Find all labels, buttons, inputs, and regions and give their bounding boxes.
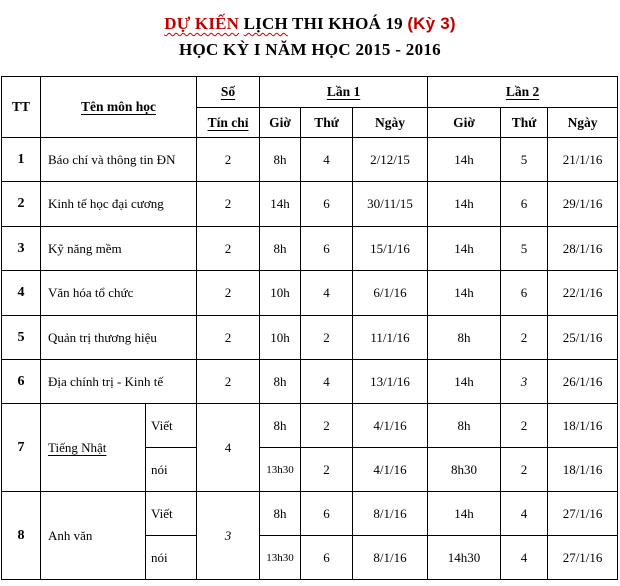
- header-l1-thu: Thứ: [301, 108, 353, 138]
- l1-time: 8h: [260, 227, 301, 271]
- l2-weekday: 2: [501, 404, 548, 448]
- l2-date: 27/1/16: [548, 492, 618, 536]
- l1-weekday: 4: [301, 271, 353, 316]
- l1-time: 8h: [260, 404, 301, 448]
- row-number: 2: [2, 182, 41, 227]
- l2-weekday: 5: [501, 227, 548, 271]
- table-row: [2, 492, 618, 536]
- l2-date: 21/1/16: [548, 138, 618, 182]
- header-tin-chi: Tín chỉ: [197, 108, 260, 138]
- l2-date: 28/1/16: [548, 227, 618, 271]
- header-l2-thu: Thứ: [501, 108, 548, 138]
- l1-date: 6/1/16: [353, 271, 428, 316]
- subject-name: Kỹ năng mềm: [41, 227, 197, 271]
- l2-weekday: 6: [501, 271, 548, 316]
- subject-name: Địa chính trị - Kinh tế: [41, 360, 197, 404]
- header-row-1: [2, 77, 618, 108]
- l2-date: 26/1/16: [548, 360, 618, 404]
- l1-time: 8h: [260, 492, 301, 536]
- l1-date: 2/12/15: [353, 138, 428, 182]
- l1-time: 10h: [260, 316, 301, 360]
- l2-time: 14h: [428, 271, 501, 316]
- l2-time: 8h30: [428, 448, 501, 492]
- l2-date: 22/1/16: [548, 271, 618, 316]
- table-row: [2, 360, 618, 404]
- l2-weekday: 4: [501, 536, 548, 580]
- l1-date: 30/11/15: [353, 182, 428, 227]
- credits: 2: [197, 316, 260, 360]
- subject-name: Anh văn: [41, 492, 146, 580]
- l2-time: 14h: [428, 492, 501, 536]
- l2-weekday: 4: [501, 492, 548, 536]
- l2-time: 8h: [428, 404, 501, 448]
- l2-date: 27/1/16: [548, 536, 618, 580]
- credits: 3: [197, 492, 260, 580]
- l2-time: 14h: [428, 360, 501, 404]
- exam-part: nói: [146, 448, 197, 492]
- l1-date: 8/1/16: [353, 536, 428, 580]
- credits: 2: [197, 182, 260, 227]
- l2-time: 14h: [428, 138, 501, 182]
- schedule-title: [0, 14, 620, 34]
- l1-time: 8h: [260, 360, 301, 404]
- l1-date: 8/1/16: [353, 492, 428, 536]
- l1-weekday: 6: [301, 536, 353, 580]
- header-l1-gio: Giờ: [260, 108, 301, 138]
- l1-date: 11/1/16: [353, 316, 428, 360]
- title-part-ky: (Kỳ 3): [407, 14, 456, 33]
- table-row: [2, 316, 618, 360]
- header-l2-gio: Giờ: [428, 108, 501, 138]
- row-number: 8: [2, 492, 41, 580]
- l2-weekday: 2: [501, 448, 548, 492]
- l2-date: 25/1/16: [548, 316, 618, 360]
- header-lan1: Lần 1: [260, 77, 428, 108]
- l2-time: 14h: [428, 227, 501, 271]
- title-part-lich: LỊCH: [243, 14, 288, 33]
- exam-part: Viết: [146, 404, 197, 448]
- title-part-du-kien: DỰ KIẾN: [164, 14, 240, 33]
- credits: 2: [197, 138, 260, 182]
- table-row: [2, 271, 618, 316]
- row-number: 5: [2, 316, 41, 360]
- l1-date: 15/1/16: [353, 227, 428, 271]
- l1-time: 8h: [260, 138, 301, 182]
- subject-name: Tiếng Nhật: [41, 404, 146, 492]
- l2-date: 29/1/16: [548, 182, 618, 227]
- l1-time: 13h30: [260, 448, 301, 492]
- header-l1-ngay: Ngày: [353, 108, 428, 138]
- exam-part: Viết: [146, 492, 197, 536]
- l1-weekday: 2: [301, 404, 353, 448]
- exam-schedule-table: [1, 76, 618, 580]
- header-lan2: Lần 2: [428, 77, 618, 108]
- l1-weekday: 6: [301, 227, 353, 271]
- subject-name: Kinh tế học đại cương: [41, 182, 197, 227]
- l2-time: 14h: [428, 182, 501, 227]
- row-number: 3: [2, 227, 41, 271]
- l1-time: 13h30: [260, 536, 301, 580]
- l2-time: 8h: [428, 316, 501, 360]
- l1-weekday: 2: [301, 448, 353, 492]
- exam-part: nói: [146, 536, 197, 580]
- l2-weekday: 5: [501, 138, 548, 182]
- table-row: [2, 404, 618, 448]
- header-subject: Tên môn học: [41, 77, 197, 138]
- l2-date: 18/1/16: [548, 448, 618, 492]
- subject-name: Quản trị thương hiệu: [41, 316, 197, 360]
- header-tt: TT: [2, 77, 41, 138]
- l2-weekday: 2: [501, 316, 548, 360]
- credits: 2: [197, 360, 260, 404]
- l1-date: 4/1/16: [353, 404, 428, 448]
- row-number: 1: [2, 138, 41, 182]
- credits: 2: [197, 227, 260, 271]
- credits: 4: [197, 404, 260, 492]
- table-row: [2, 227, 618, 271]
- schedule-subtitle: HỌC KỲ I NĂM HỌC 2015 - 2016: [179, 40, 441, 59]
- header-so: Số: [197, 77, 260, 108]
- l1-weekday: 2: [301, 316, 353, 360]
- l1-weekday: 4: [301, 360, 353, 404]
- l1-date: 13/1/16: [353, 360, 428, 404]
- subject-name: Văn hóa tổ chức: [41, 271, 197, 316]
- subject-name: Báo chí và thông tin ĐN: [41, 138, 197, 182]
- row-number: 6: [2, 360, 41, 404]
- l2-weekday: 3: [501, 360, 548, 404]
- l2-date: 18/1/16: [548, 404, 618, 448]
- table-row: [2, 138, 618, 182]
- credits: 2: [197, 271, 260, 316]
- l2-weekday: 6: [501, 182, 548, 227]
- l1-date: 4/1/16: [353, 448, 428, 492]
- l1-time: 10h: [260, 271, 301, 316]
- l1-weekday: 4: [301, 138, 353, 182]
- row-number: 7: [2, 404, 41, 492]
- header-l2-ngay: Ngày: [548, 108, 618, 138]
- row-number: 4: [2, 271, 41, 316]
- title-part-khoa: THI KHOÁ 19: [292, 14, 403, 33]
- table-row: [2, 182, 618, 227]
- l1-time: 14h: [260, 182, 301, 227]
- l1-weekday: 6: [301, 182, 353, 227]
- l1-weekday: 6: [301, 492, 353, 536]
- l2-time: 14h30: [428, 536, 501, 580]
